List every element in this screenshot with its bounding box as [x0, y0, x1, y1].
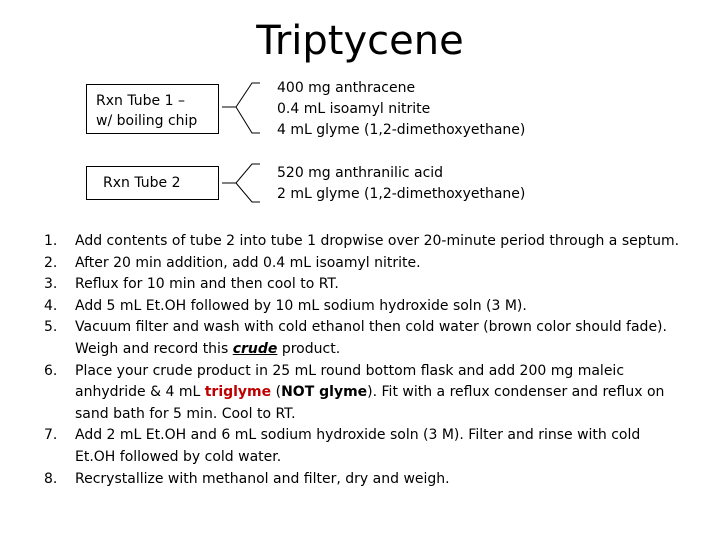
procedure-step	[44, 231, 684, 253]
procedure-steps	[44, 231, 684, 490]
tube-2-bracket	[222, 158, 262, 218]
step-number: 4.	[44, 297, 58, 314]
step-text: ). Fit with a reflux condenser and reflux on sand bath for 5 min. Cool to RT.	[75, 384, 665, 422]
step-text: Add 2 mL Et.OH and 6 mL sodium hydroxide soln (3 M). Filter and rinse with cold Et.OH followed by cold water.	[75, 427, 641, 465]
procedure-step	[44, 296, 684, 318]
step-number: 6.	[44, 362, 58, 379]
step-number: 7.	[44, 427, 58, 444]
procedure-step	[44, 317, 684, 360]
procedure-step	[44, 253, 684, 275]
tube-1-reagent-1: 400 mg anthracene	[277, 80, 416, 96]
tube-1-label-line-2: w/ boiling chip	[96, 113, 198, 129]
emphasis-crude: crude	[232, 340, 278, 357]
step-text: Reflux for 10 min and then cool to RT.	[75, 276, 339, 293]
tube-2-reagent-2: 2 mL glyme (1,2-dimethoxyethane)	[277, 186, 526, 202]
emphasis-not-glyme: NOT glyme	[281, 384, 368, 401]
procedure-step	[44, 274, 684, 296]
procedure-step	[44, 425, 684, 468]
step-text: (	[271, 384, 282, 401]
tube-1-reagent-3: 4 mL glyme (1,2-dimethoxyethane)	[277, 122, 526, 138]
step-text: Add 5 mL Et.OH followed by 10 mL sodium hydroxide soln (3 M).	[75, 297, 527, 314]
step-number: 5.	[44, 319, 58, 336]
step-text: Add contents of tube 2 into tube 1 dropwise over 20-minute period through a septum.	[75, 233, 680, 249]
step-text: Vacuum filter and wash with cold ethanol then cold water (brown color should fade). Weigh and record this	[75, 319, 667, 357]
tube-2-reagent-1: 520 mg anthranilic acid	[277, 165, 444, 181]
tube-1-reagents	[277, 78, 525, 141]
step-number: 2.	[44, 254, 58, 271]
tube-1-bracket	[222, 79, 262, 139]
tube-1-label-line-1: Rxn Tube 1 –	[96, 93, 185, 109]
tube-1-label-box	[86, 84, 219, 134]
step-text: Recrystallize with methanol and filter, dry and weigh.	[75, 470, 450, 487]
step-text: product.	[277, 340, 341, 357]
procedure-step	[44, 361, 684, 426]
tube-2-label-line-1: Rxn Tube 2	[103, 175, 181, 191]
step-number: 1.	[44, 233, 58, 249]
tube-2-reagents	[277, 163, 525, 205]
tube-2-label-box	[86, 166, 219, 200]
step-text: Place your crude product in 25 mL round bottom flask and add 200 mg maleic anhydride & 4 mL	[75, 362, 625, 401]
step-text: After 20 min addition, add 0.4 mL isoamyl nitrite.	[75, 254, 421, 271]
procedure-step	[44, 469, 684, 491]
step-number: 8.	[44, 470, 58, 487]
emphasis-triglyme: triglyme	[204, 384, 272, 401]
tube-1-reagent-2: 0.4 mL isoamyl nitrite	[277, 101, 431, 117]
page-title: Triptycene	[256, 18, 464, 64]
step-number: 3.	[44, 276, 58, 293]
